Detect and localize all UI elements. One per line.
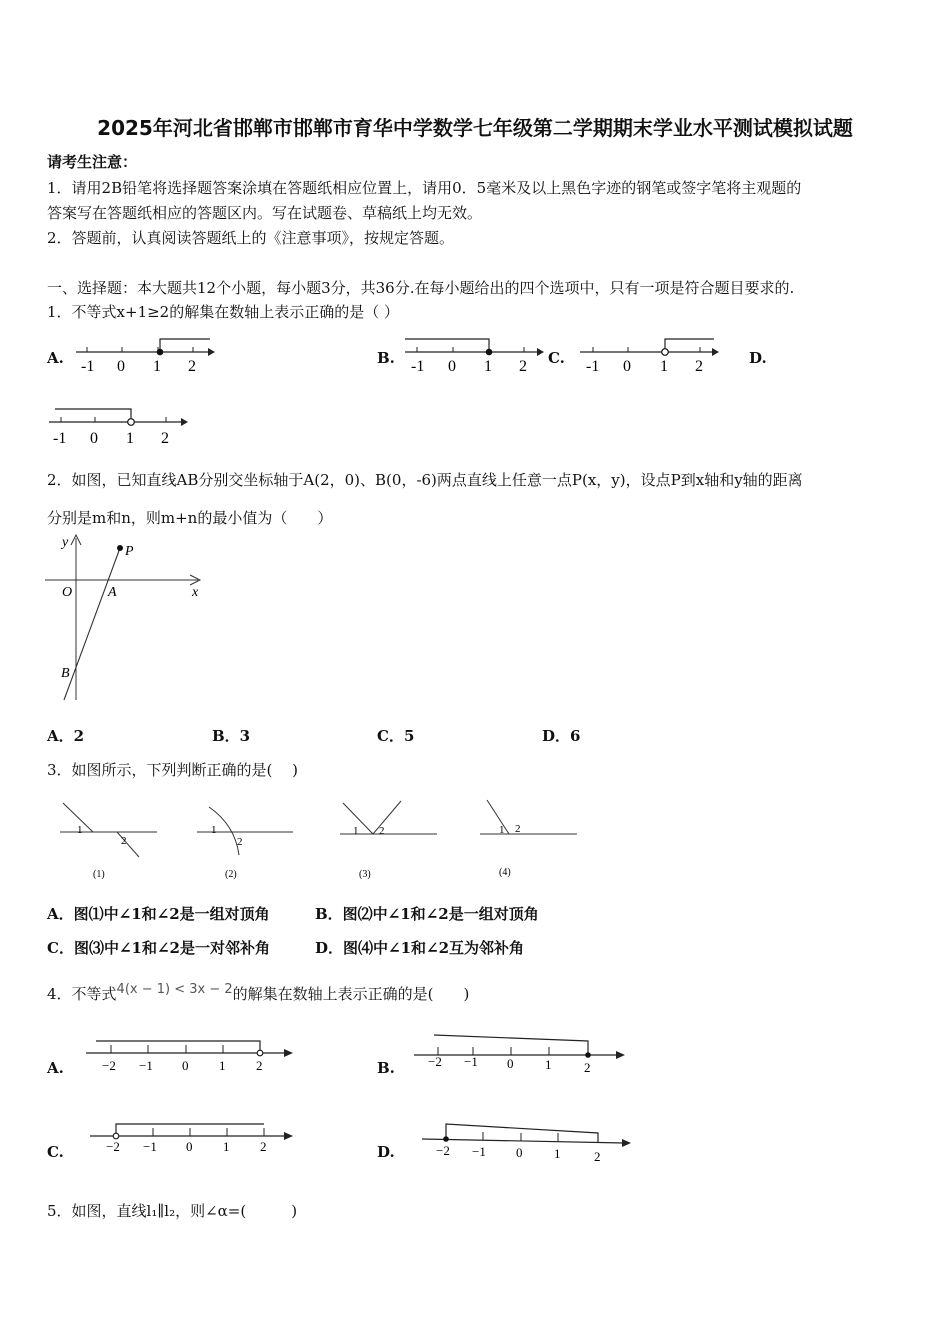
tick-label: 1 — [484, 358, 492, 375]
tick-label: 1 — [223, 1139, 230, 1154]
tick-label: 2 — [188, 358, 196, 375]
tick-label: 0 — [182, 1058, 189, 1073]
angle-2-label: 2 — [237, 836, 243, 848]
q3-option-c[interactable]: C．图⑶中∠1和∠2是一对邻补角 — [47, 939, 270, 957]
tick-label: 2 — [519, 358, 527, 375]
angle-1-label: 1 — [353, 825, 359, 837]
q4-stem — [47, 984, 469, 1006]
tick-label: 1 — [126, 430, 134, 447]
q3-figure-4 — [475, 795, 585, 885]
tick-label: 2 — [594, 1149, 601, 1164]
q2-option-a[interactable]: A．2 — [47, 727, 85, 745]
x-axis-label: x — [192, 585, 199, 600]
q5-stem: 5．如图，直线l₁∥l₂，则∠α=( ) — [47, 1202, 298, 1220]
q1-number-line-d — [45, 403, 190, 447]
tick-label: 2 — [695, 358, 703, 375]
tick-label: −2 — [102, 1058, 116, 1073]
q2-option-d[interactable]: D．6 — [542, 727, 581, 745]
tick-label: −2 — [428, 1054, 442, 1069]
tick-label: 2 — [256, 1058, 263, 1073]
q3-figure-2 — [195, 795, 305, 885]
q3-figure-1 — [55, 795, 165, 885]
tick-label: 1 — [554, 1146, 561, 1161]
tick-label: 0 — [117, 358, 125, 375]
angle-2-label: 2 — [515, 823, 521, 835]
tick-label: −2 — [106, 1139, 120, 1154]
tick-label: -1 — [411, 358, 425, 375]
q3-figure-3 — [335, 795, 445, 885]
angle-1-label: 1 — [211, 824, 217, 836]
q4-inequality: 4(x − 1) < 3x − 2 — [116, 982, 233, 997]
figure-caption: (1) — [93, 869, 105, 880]
q1-option-a-label[interactable]: A. — [47, 349, 64, 367]
tick-label: 0 — [448, 358, 456, 375]
q1-number-line-a — [72, 335, 217, 377]
tick-label: -1 — [586, 358, 600, 375]
q4-option-b-label[interactable]: B. — [377, 1059, 395, 1077]
page-title: 2025年河北省邯郸市邯郸市育华中学数学七年级第二学期期末学业水平测试模拟试题 — [97, 116, 853, 140]
section-heading: 一、选择题：本大题共12个小题，每小题3分，共36分.在每小题给出的四个选项中，只有一项是符合题目要求的. — [47, 279, 795, 297]
tick-label: 2 — [584, 1060, 591, 1075]
q1-number-line-b — [401, 335, 546, 377]
notice-item-2: 2．答题前，认真阅读答题纸上的《注意事项》，按规定答题。 — [47, 229, 455, 247]
origin-label: O — [62, 585, 73, 600]
q4-stem-suffix: 的解集在数轴上表示正确的是( ) — [232, 985, 470, 1003]
tick-label: 1 — [219, 1058, 226, 1073]
angle-2-label: 2 — [121, 835, 127, 847]
figure-caption: (4) — [499, 867, 511, 878]
tick-label: −1 — [143, 1139, 157, 1154]
q1-option-c-label[interactable]: C. — [548, 349, 565, 367]
q4-option-c-label[interactable]: C. — [47, 1143, 64, 1161]
notice-item-1: 1．请用2B铅笔将选择题答案涂填在答题纸相应位置上，请用0．5毫米及以上黑色字迹的钢笔或签字笔将主观题的 — [47, 179, 802, 197]
angle-1-label: 1 — [77, 824, 83, 836]
tick-label: −1 — [472, 1144, 486, 1159]
tick-label: 1 — [660, 358, 668, 375]
q4-number-line-c — [86, 1118, 301, 1163]
tick-label: -1 — [53, 430, 67, 447]
q1-option-d-label[interactable]: D. — [749, 349, 767, 367]
q3-option-d[interactable]: D．图⑷中∠1和∠2互为邻补角 — [315, 939, 525, 957]
tick-label: 0 — [623, 358, 631, 375]
point-a-label: A — [108, 585, 117, 600]
q2-option-c[interactable]: C．5 — [377, 727, 415, 745]
q3-option-a[interactable]: A．图⑴中∠1和∠2是一组对顶角 — [47, 905, 270, 923]
q3-stem: 3．如图所示，下列判断正确的是( ) — [47, 761, 299, 779]
q1-option-b-label[interactable]: B. — [377, 349, 395, 367]
q4-option-d-label[interactable]: D. — [377, 1143, 395, 1161]
point-p-label: P — [125, 544, 134, 559]
tick-label: 0 — [90, 430, 98, 447]
tick-label: 1 — [545, 1057, 552, 1072]
q1-stem: 1．不等式x+1≥2的解集在数轴上表示正确的是（ ） — [47, 303, 399, 321]
figure-caption: (2) — [225, 869, 237, 880]
q4-number-line-d — [418, 1118, 638, 1168]
tick-label: 1 — [153, 358, 161, 375]
tick-label: 0 — [507, 1056, 514, 1071]
tick-label: −1 — [464, 1054, 478, 1069]
angle-1-label: 1 — [499, 824, 505, 836]
notice-heading: 请考生注意： — [47, 153, 138, 171]
y-axis-label: y — [62, 535, 69, 550]
notice-item-1-cont: 答案写在答题纸相应的答题区内。写在试题卷、草稿纸上均无效。 — [47, 204, 483, 222]
tick-label: 0 — [516, 1145, 523, 1160]
q3-option-b[interactable]: B．图⑵中∠1和∠2是一组对顶角 — [315, 905, 539, 923]
figure-caption: (3) — [359, 869, 371, 880]
q2-stem-cont: 分别是m和n，则m+n的最小值为（ ） — [47, 509, 333, 527]
q2-coordinate-figure — [40, 530, 215, 705]
tick-label: -1 — [81, 358, 95, 375]
angle-2-label: 2 — [379, 825, 385, 837]
q4-stem-prefix: 4．不等式 — [47, 985, 117, 1003]
tick-label: −1 — [139, 1058, 153, 1073]
q2-stem: 2．如图，已知直线AB分别交坐标轴于A(2，0)、B(0，-6)两点直线上任意一点P(x，y)，设点P到x轴和y轴的距离 — [47, 471, 803, 489]
q4-number-line-a — [82, 1033, 297, 1078]
tick-label: 2 — [161, 430, 169, 447]
q1-number-line-c — [576, 335, 721, 377]
point-b-label: B — [61, 666, 70, 681]
tick-label: −2 — [436, 1143, 450, 1158]
q4-number-line-b — [410, 1028, 630, 1078]
tick-label: 2 — [260, 1139, 267, 1154]
q4-option-a-label[interactable]: A. — [47, 1059, 64, 1077]
q2-option-b[interactable]: B．3 — [212, 727, 251, 745]
tick-label: 0 — [186, 1139, 193, 1154]
